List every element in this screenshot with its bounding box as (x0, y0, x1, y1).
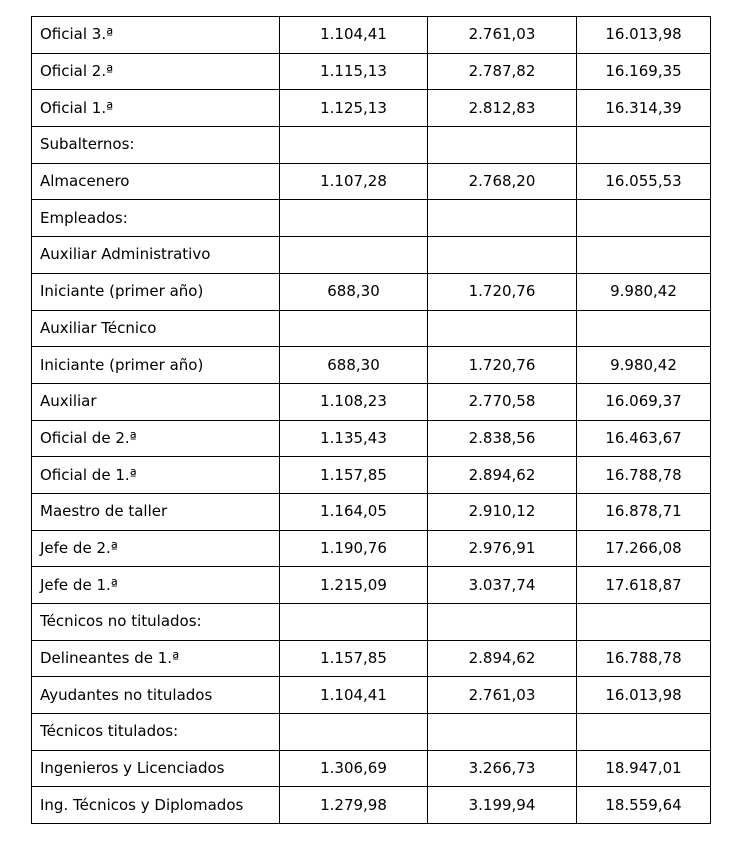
value-cell (280, 714, 428, 751)
table-row (32, 530, 711, 567)
subsection-heading-cell: Auxiliar Administrativo (32, 237, 280, 274)
table-row (32, 200, 711, 237)
value-cell (428, 310, 577, 347)
value-cell: 2.761,03 (428, 17, 577, 54)
value-cell: 16.314,39 (577, 90, 711, 127)
table-row (32, 457, 711, 494)
subsection-heading-cell: Auxiliar Técnico (32, 310, 280, 347)
section-heading-cell: Empleados: (32, 200, 280, 237)
value-cell: 1.279,98 (280, 787, 428, 824)
category-cell: Iniciante (primer año) (32, 273, 280, 310)
value-cell: 3.037,74 (428, 567, 577, 604)
value-cell: 1.164,05 (280, 493, 428, 530)
category-cell: Ingenieros y Licenciados (32, 750, 280, 787)
category-cell: Jefe de 1.ª (32, 567, 280, 604)
value-cell: 2.770,58 (428, 383, 577, 420)
value-cell: 16.463,67 (577, 420, 711, 457)
category-cell: Delineantes de 1.ª (32, 640, 280, 677)
value-cell (428, 127, 577, 164)
table-row (32, 273, 711, 310)
value-cell (428, 714, 577, 751)
table-row (32, 383, 711, 420)
value-cell (577, 604, 711, 641)
value-cell: 2.910,12 (428, 493, 577, 530)
table-row (32, 714, 711, 751)
category-cell: Almacenero (32, 163, 280, 200)
value-cell: 16.788,78 (577, 640, 711, 677)
table-row (32, 53, 711, 90)
value-cell: 17.618,87 (577, 567, 711, 604)
value-cell: 9.980,42 (577, 347, 711, 384)
value-cell: 1.190,76 (280, 530, 428, 567)
category-cell: Maestro de taller (32, 493, 280, 530)
value-cell: 3.266,73 (428, 750, 577, 787)
value-cell: 2.894,62 (428, 457, 577, 494)
value-cell: 688,30 (280, 273, 428, 310)
table-row (32, 90, 711, 127)
value-cell: 2.812,83 (428, 90, 577, 127)
category-cell: Iniciante (primer año) (32, 347, 280, 384)
table-row (32, 17, 711, 54)
value-cell: 1.104,41 (280, 677, 428, 714)
section-heading-cell: Técnicos titulados: (32, 714, 280, 751)
value-cell: 18.559,64 (577, 787, 711, 824)
value-cell (280, 200, 428, 237)
value-cell: 16.878,71 (577, 493, 711, 530)
value-cell: 16.788,78 (577, 457, 711, 494)
category-cell: Auxiliar (32, 383, 280, 420)
value-cell: 9.980,42 (577, 273, 711, 310)
value-cell: 1.125,13 (280, 90, 428, 127)
value-cell: 1.104,41 (280, 17, 428, 54)
category-cell: Oficial 1.ª (32, 90, 280, 127)
category-cell: Ayudantes no titulados (32, 677, 280, 714)
value-cell: 16.055,53 (577, 163, 711, 200)
value-cell: 1.135,43 (280, 420, 428, 457)
value-cell: 2.976,91 (428, 530, 577, 567)
value-cell: 1.107,28 (280, 163, 428, 200)
value-cell (280, 237, 428, 274)
category-cell: Oficial 3.ª (32, 17, 280, 54)
value-cell: 1.108,23 (280, 383, 428, 420)
category-cell: Oficial 2.ª (32, 53, 280, 90)
value-cell (577, 237, 711, 274)
section-heading-cell: Técnicos no titulados: (32, 604, 280, 641)
value-cell (577, 310, 711, 347)
value-cell: 2.768,20 (428, 163, 577, 200)
value-cell: 1.115,13 (280, 53, 428, 90)
category-cell: Oficial de 2.ª (32, 420, 280, 457)
value-cell (577, 200, 711, 237)
table-row (32, 347, 711, 384)
table-row (32, 640, 711, 677)
value-cell: 17.266,08 (577, 530, 711, 567)
value-cell: 1.720,76 (428, 347, 577, 384)
value-cell (428, 200, 577, 237)
value-cell: 3.199,94 (428, 787, 577, 824)
value-cell: 2.761,03 (428, 677, 577, 714)
table-row (32, 677, 711, 714)
category-cell: Jefe de 2.ª (32, 530, 280, 567)
table-row (32, 420, 711, 457)
value-cell (428, 604, 577, 641)
value-cell: 16.013,98 (577, 677, 711, 714)
value-cell (280, 310, 428, 347)
table-row (32, 787, 711, 824)
value-cell (428, 237, 577, 274)
section-heading-cell: Subalternos: (32, 127, 280, 164)
category-cell: Ing. Técnicos y Diplomados (32, 787, 280, 824)
value-cell: 1.157,85 (280, 640, 428, 677)
value-cell: 1.306,69 (280, 750, 428, 787)
table-row (32, 604, 711, 641)
value-cell: 16.069,37 (577, 383, 711, 420)
value-cell: 2.787,82 (428, 53, 577, 90)
table-row (32, 750, 711, 787)
value-cell (280, 127, 428, 164)
table-row (32, 310, 711, 347)
table-row (32, 567, 711, 604)
value-cell: 1.157,85 (280, 457, 428, 494)
value-cell: 16.013,98 (577, 17, 711, 54)
value-cell: 2.838,56 (428, 420, 577, 457)
value-cell (577, 714, 711, 751)
value-cell: 688,30 (280, 347, 428, 384)
salary-table (31, 16, 711, 824)
table-row (32, 163, 711, 200)
value-cell: 18.947,01 (577, 750, 711, 787)
value-cell: 1.720,76 (428, 273, 577, 310)
table-row (32, 493, 711, 530)
category-cell: Oficial de 1.ª (32, 457, 280, 494)
value-cell (577, 127, 711, 164)
value-cell: 2.894,62 (428, 640, 577, 677)
table-row (32, 127, 711, 164)
table-row (32, 237, 711, 274)
value-cell: 16.169,35 (577, 53, 711, 90)
value-cell (280, 604, 428, 641)
value-cell: 1.215,09 (280, 567, 428, 604)
